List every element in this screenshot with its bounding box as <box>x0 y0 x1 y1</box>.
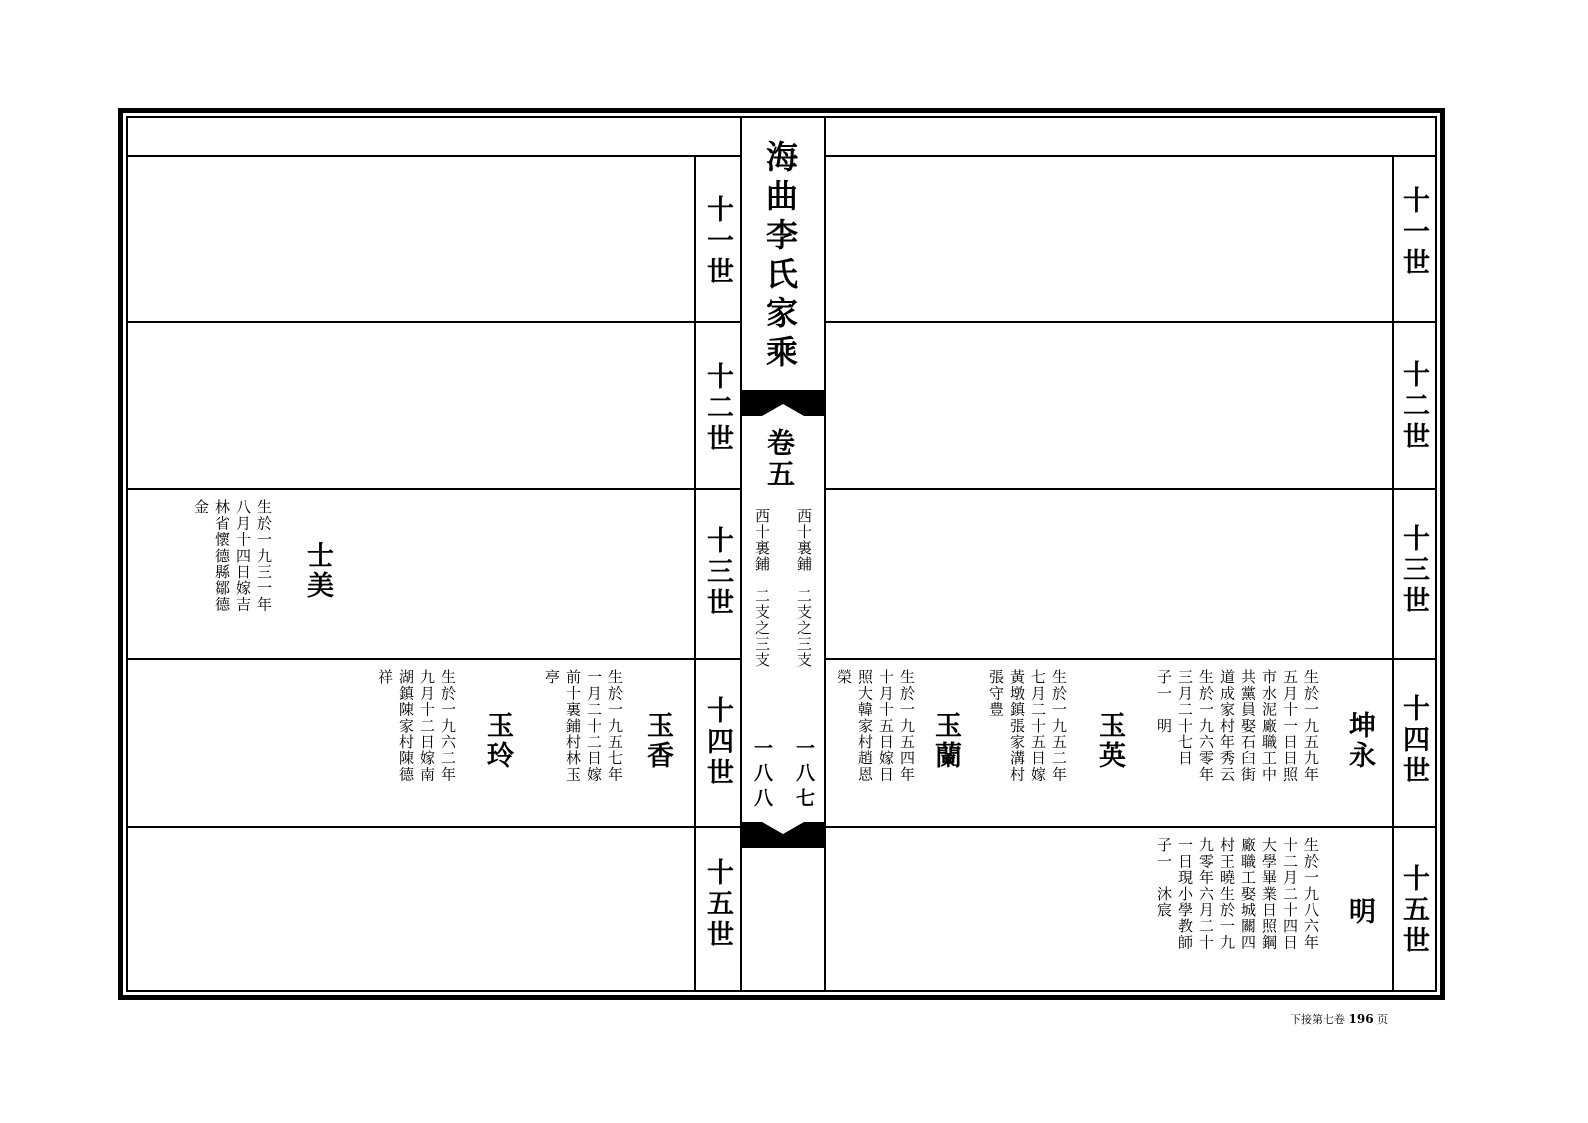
footer-note <box>1290 1013 1388 1025</box>
detail-line: 祥 <box>376 669 394 686</box>
detail-line: 湖鎮陳家村陳德 <box>397 669 415 783</box>
grid-line <box>826 826 1436 828</box>
detail-line: 子一 沐宸 <box>1155 837 1173 918</box>
person-name: 玉英 <box>1094 711 1125 771</box>
branch-label-left: 西十裏鋪 二支之三支 <box>753 508 771 668</box>
gen-label-14-right: 十四世 <box>1398 694 1429 787</box>
grid-line <box>128 488 740 490</box>
grid-line <box>826 155 1436 157</box>
gen-label-12-left: 十二世 <box>702 362 733 455</box>
person-name: 明 <box>1344 897 1375 927</box>
detail-line: 亭 <box>543 669 561 686</box>
gen-label-13-left: 十三世 <box>702 526 733 619</box>
detail-line: 林省懷德縣鄒德 <box>213 499 231 613</box>
footer-suffix: 页 <box>1377 1013 1389 1026</box>
branch-label-right: 西十裏鋪 二支之三支 <box>795 508 813 668</box>
person-name: 坤永 <box>1344 711 1375 771</box>
detail-line: 九零年六月二十 <box>1197 837 1215 951</box>
volume-label: 卷五 <box>763 428 796 490</box>
footer-prefix: 下接第七卷 <box>1290 1013 1345 1026</box>
detail-line: 廠職工娶城關四 <box>1239 837 1257 951</box>
detail-line: 一日現小學教師 <box>1176 837 1194 951</box>
person-detail <box>833 669 917 782</box>
detail-line: 三月二十七日 <box>1176 669 1194 767</box>
left-gen-column-border <box>694 155 696 992</box>
person-name: 士美 <box>302 541 333 601</box>
person-detail <box>190 499 274 612</box>
detail-line: 生於一九八六年 <box>1302 837 1320 951</box>
gen-label-11-right: 十一世 <box>1398 186 1429 279</box>
spine-banner-bottom <box>742 822 824 844</box>
person-name: 玉香 <box>642 711 673 771</box>
spine-banner-top <box>742 394 824 416</box>
detail-line: 黃墩鎮張家溝村 <box>1008 669 1026 783</box>
gen-label-15-left: 十五世 <box>702 858 733 951</box>
detail-line: 前十裏鋪村林玉 <box>564 669 582 783</box>
detail-line: 生於一九五二年 <box>1050 669 1068 783</box>
grid-line <box>128 155 740 157</box>
person-name: 玉玲 <box>482 711 513 771</box>
detail-line: 大學畢業日照鋼 <box>1260 837 1278 951</box>
detail-line: 張守豊 <box>987 669 1005 718</box>
detail-line: 七月二十五日嫁 <box>1029 669 1047 783</box>
detail-line: 生於一九五七年 <box>606 669 624 783</box>
gen-label-15-right: 十五世 <box>1398 864 1429 957</box>
detail-line: 五月十一日日照 <box>1281 669 1299 783</box>
footer-page: 196 <box>1348 1012 1374 1026</box>
page-number-right: 一八七 <box>793 738 815 813</box>
detail-line: 一月二十二日嫁 <box>585 669 603 783</box>
grid-line <box>128 658 740 660</box>
grid-line <box>826 658 1436 660</box>
grid-line <box>128 826 740 828</box>
grid-line <box>826 321 1436 323</box>
detail-line: 村王曉生於一九 <box>1218 837 1236 951</box>
spine-rule-bottom <box>742 844 824 848</box>
spine-right-border <box>824 118 826 992</box>
book-title: 海曲李氏家乘 <box>761 140 799 374</box>
person-detail <box>1153 837 1321 950</box>
detail-line: 榮 <box>835 669 853 686</box>
grid-line <box>826 488 1436 490</box>
detail-line: 九月十二日嫁南 <box>418 669 436 783</box>
detail-line: 生於一九六零年 <box>1197 669 1215 783</box>
right-gen-column-border <box>1392 155 1394 992</box>
gen-label-11-left: 十一世 <box>702 195 733 288</box>
detail-line: 照大韓家村趙恩 <box>856 669 874 783</box>
detail-line: 十二月二十四日 <box>1281 837 1299 951</box>
grid-line <box>128 321 740 323</box>
detail-line: 十月十五日嫁日 <box>877 669 895 783</box>
person-detail <box>1153 669 1321 782</box>
detail-line: 共黨員娶石臼街 <box>1239 669 1257 783</box>
detail-line: 金 <box>192 499 210 516</box>
person-detail <box>541 669 625 782</box>
detail-line: 八月十四日嫁吉 <box>234 499 252 613</box>
detail-line: 生於一九五九年 <box>1302 669 1320 783</box>
detail-line: 子一 明 <box>1155 669 1173 734</box>
person-name: 玉蘭 <box>930 711 961 771</box>
person-detail <box>985 669 1069 782</box>
spine-left-border <box>740 118 742 992</box>
detail-line: 生於一九六二年 <box>439 669 457 783</box>
detail-line: 生於一九三一年 <box>255 499 273 613</box>
detail-line: 市水泥廠職工中 <box>1260 669 1278 783</box>
detail-line: 道成家村年秀云 <box>1218 669 1236 783</box>
person-detail <box>374 669 458 782</box>
page-number-left: 一八八 <box>751 738 773 813</box>
gen-label-14-left: 十四世 <box>702 696 733 789</box>
detail-line: 生於一九五四年 <box>898 669 916 783</box>
gen-label-12-right: 十二世 <box>1398 360 1429 453</box>
gen-label-13-right: 十三世 <box>1398 524 1429 617</box>
